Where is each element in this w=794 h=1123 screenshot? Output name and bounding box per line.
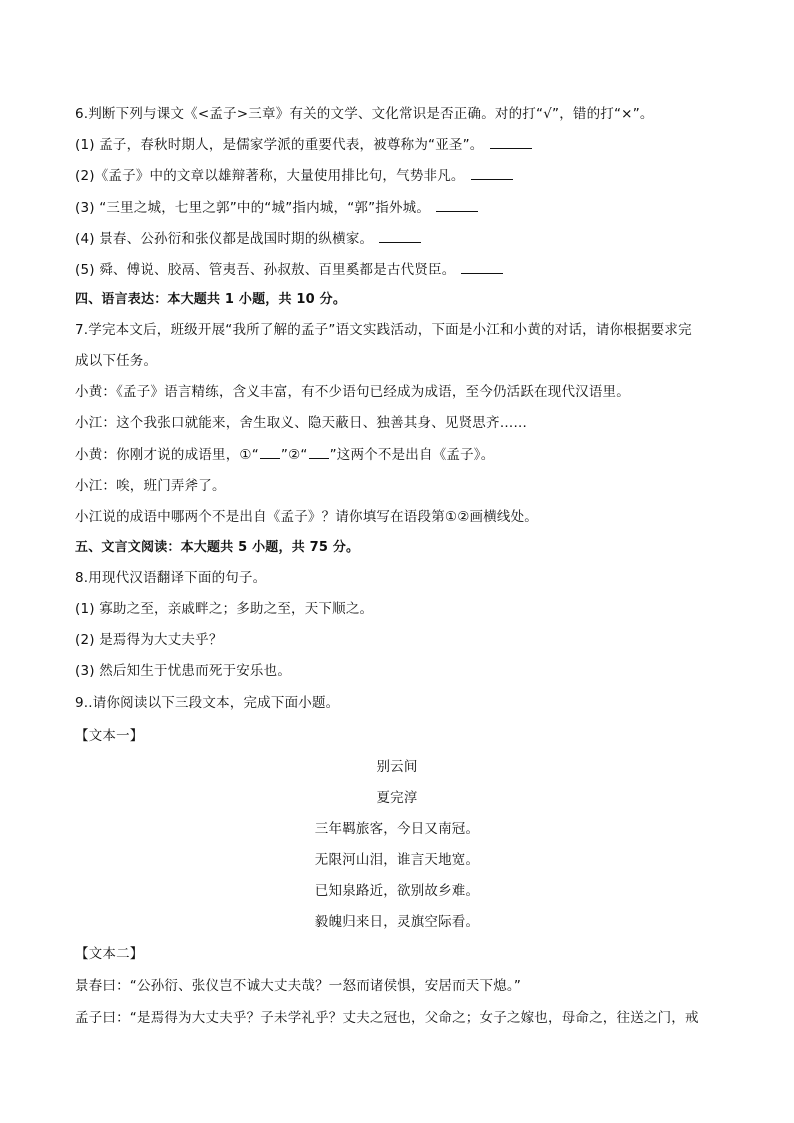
question-6-item-4-text: (4) 景春、公孙衍和张仪都是战国时期的纵横家。 [75, 231, 374, 247]
answer-blank-6-5[interactable] [461, 261, 503, 274]
answer-blank-6-2[interactable] [471, 167, 513, 180]
question-7-stem-line-2: 成以下任务。 [75, 353, 158, 369]
text-2-line-2: 孟子曰：“是焉得为大丈夫乎？子未学礼乎？丈夫之冠也，父命之；女子之嫁也，母命之，往送之门，戒 [75, 1010, 699, 1026]
question-6-item-2-text: (2)《孟子》中的文章以雄辩著称，大量使用排比句，气势非凡。 [75, 168, 465, 184]
poem-line-1: 三年羁旅客，今日又南冠。 [314, 821, 480, 837]
question-8-item-3: (3) 然后知生于忧患而死于安乐也。 [75, 663, 292, 679]
question-8-item-2: (2) 是焉得为大丈夫乎？ [75, 632, 223, 648]
question-6-item-1 [75, 135, 734, 155]
question-8-item-1: (1) 寡助之至，亲戚畔之；多助之至，天下顺之。 [75, 601, 374, 617]
text-2-line-1: 景春曰：“公孙衍、张仪岂不诚大丈夫哉？一怒而诸侯惧，安居而天下熄。” [75, 978, 522, 994]
question-6-item-4 [75, 229, 734, 249]
text-2-label: 【文本二】 [75, 946, 144, 962]
question-7-stem-line-1: 7.学完本文后，班级开展“我所了解的孟子”语文实践活动，下面是小江和小黄的对话，请你根据要求完 [75, 322, 692, 338]
dialog-line-2: 小江：这个我张口就能来，舍生取义、隐天蔽日、独善其身、见贤思齐…… [75, 415, 528, 431]
question-6-item-5 [75, 260, 734, 280]
question-7-task: 小江说的成语中哪两个不是出自《孟子》？请你填写在语段第①②画横线处。 [75, 509, 539, 525]
answer-blank-7-2[interactable] [309, 446, 329, 459]
poem-title: 别云间 [376, 759, 418, 775]
dialog-line-3-part-c: ”这两个不是出自《孟子》。 [329, 447, 495, 463]
question-6-stem: 6.判断下列与课文《<孟子>三章》有关的文学、文化常识是否正确。对的打“√”，错的打“×”。 [75, 106, 654, 122]
question-6-item-3-text: (3) “三里之城，七里之郭”中的“城”指内城，“郭”指外城。 [75, 200, 431, 216]
answer-blank-7-1[interactable] [260, 446, 280, 459]
question-9-stem: 9..请你阅读以下三段文本，完成下面小题。 [75, 695, 340, 711]
answer-blank-6-1[interactable] [490, 136, 532, 149]
poem-author: 夏完淳 [376, 790, 418, 806]
question-8-stem: 8.用现代汉语翻译下面的句子。 [75, 570, 267, 586]
poem-line-2: 无限河山泪，谁言天地宽。 [314, 852, 480, 868]
dialog-line-3-part-b: ”②“ [280, 447, 308, 463]
question-6-item-5-text: (5) 舜、傅说、胶鬲、管夷吾、孙叔敖、百里奚都是古代贤臣。 [75, 262, 456, 278]
dialog-line-3 [75, 445, 734, 465]
poem-line-3: 已知泉路近，欲别故乡难。 [314, 883, 480, 899]
dialog-line-3-part-a: 小黄：你刚才说的成语里，①“ [75, 447, 259, 463]
poem-line-4: 毅魄归来日，灵旗空际看。 [314, 914, 480, 930]
section-4-heading: 四、语言表达：本大题共 1 小题，共 10 分。 [75, 292, 347, 307]
question-6-item-3 [75, 198, 734, 218]
answer-blank-6-4[interactable] [379, 230, 421, 243]
section-5-heading: 五、文言文阅读：本大题共 5 小题，共 75 分。 [75, 540, 360, 555]
dialog-line-4: 小江：唉，班门弄斧了。 [75, 478, 226, 494]
text-1-label: 【文本一】 [75, 728, 144, 744]
question-6-item-1-text: (1) 孟子，春秋时期人，是儒家学派的重要代表，被尊称为“亚圣”。 [75, 137, 484, 153]
answer-blank-6-3[interactable] [436, 199, 478, 212]
dialog-line-1: 小黄：《孟子》语言精练，含义丰富，有不少语句已经成为成语，至今仍活跃在现代汉语里。 [75, 384, 630, 400]
question-6-item-2 [75, 166, 734, 186]
